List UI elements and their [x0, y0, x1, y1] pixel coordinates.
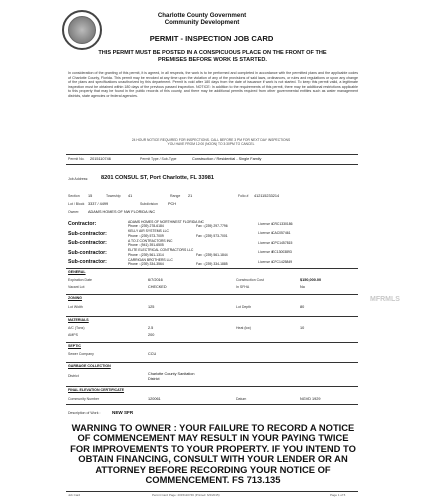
- header: [112, 12, 292, 26]
- lot-depth-label: Lot Depth: [236, 305, 252, 309]
- license-label: License #: [258, 259, 273, 264]
- contractor-role: Sub-contractor:: [68, 230, 107, 237]
- watermark: MFRMLS: [370, 296, 400, 303]
- ac-value: 2.5: [148, 326, 154, 330]
- inspection-line2: YOU HAVE FROM 12:00 (NOON) TO 3:30PM TO CANCEL: [167, 142, 255, 147]
- footer-right: Page 1 of 5: [330, 493, 346, 497]
- permit-no-label: Permit No.: [68, 157, 85, 161]
- inspection-notice: [96, 138, 326, 146]
- range-value: 21: [188, 194, 193, 198]
- description-value: NEW SFR: [112, 410, 134, 415]
- contractor-role: Sub-contractor:: [68, 259, 107, 265]
- contractor-name: KELLY AIR SYSTEMS LLC: [128, 229, 169, 233]
- contractor-name: ADAMS HOMES OF NORTHWEST FLORIDA INC: [128, 219, 204, 224]
- header-line2: Community Development: [164, 19, 240, 26]
- contractor-fax: Fax : (239) 561-1844: [196, 252, 228, 257]
- cost-value: $150,000.00: [300, 278, 322, 282]
- job-address-label: Job Address:: [68, 177, 89, 181]
- heat-label: Heat (kw): [236, 326, 251, 330]
- township-label: Township: [106, 194, 121, 198]
- license-number: CAC057461: [272, 231, 291, 235]
- contractor-name: ELITE ELECTRICAL CONTRACTORS LLC: [128, 248, 194, 252]
- license-label: License #: [258, 240, 273, 245]
- materials-heading: MATERIALS: [68, 318, 89, 322]
- footer-left: Job Card: [68, 493, 81, 497]
- folio-label: Folio #: [238, 194, 249, 198]
- flood-label: In SFHA: [236, 285, 250, 289]
- expiration-label: Expiration Date: [68, 278, 92, 282]
- expiration-value: 6/7/2016: [148, 278, 163, 282]
- lot-label: Lot / Block: [68, 202, 85, 206]
- folio-value: 412115233214: [254, 194, 280, 198]
- contractor-fax: Fax : (239) 334-1885: [196, 262, 228, 266]
- divider: [66, 404, 358, 405]
- divider: [66, 386, 358, 387]
- license-number: CFC1425849: [272, 259, 293, 264]
- contractor-phone: Phone : (239) 334-3564: [128, 262, 164, 266]
- contractor-role: Sub-contractor:: [68, 249, 107, 256]
- contractor-fax: Fax : (239) 573-7001: [196, 233, 228, 238]
- notice-line1: THIS PERMIT MUST BE POSTED IN A CONSPICUOUS PLACE ON THE FRONT OF THE: [98, 50, 327, 56]
- license-label: License #: [258, 221, 273, 226]
- posting-notice: [75, 50, 350, 64]
- community-value: 120061: [148, 397, 161, 401]
- contractor-phone: Phone : (239) 278-6184: [128, 224, 164, 228]
- ac-label: A/C (Tons): [68, 326, 85, 330]
- divider: [66, 268, 358, 269]
- amps-value: 200: [148, 333, 155, 337]
- lot-width-label: Lot Width: [68, 305, 83, 309]
- notice-line2: PREMISES BEFORE WORK IS STARTED.: [158, 57, 267, 63]
- divider: [66, 164, 358, 165]
- heat-value: 10: [300, 326, 305, 330]
- range-label: Range: [170, 194, 181, 198]
- license-number: EC13003893: [272, 250, 292, 254]
- header-line1: Charlotte County Government: [157, 12, 247, 19]
- zoning-heading: ZONING: [68, 296, 82, 300]
- elevation-heading: FINAL ELEVATION CERTIFICATE: [68, 388, 125, 392]
- subdivision-label: Subdivision: [140, 202, 158, 206]
- divider: [66, 154, 358, 155]
- contractor-phone: Phone : (239) 561-1314: [128, 252, 164, 257]
- datum-label: Datum: [236, 397, 247, 401]
- sewer-label: Sewer Company: [68, 352, 94, 356]
- warning-to-owner: WARNING TO OWNER : YOUR FAILURE TO RECORD A NOTICE OF COMMENCEMENT MAY RESULT IN YOUR PAYING TWICE FOR IMPROVEMENTS TO YOUR PROPERTY. IF YOU INTEND TO OBTAIN FINANCING, CONSULT WITH YOUR LENDER OR AN ATTORNEY BEFORE RECORDING YOUR NOTICE OF COMMENCEMENT. FS 713.135: [70, 422, 356, 486]
- general-heading: GENERAL: [68, 270, 86, 274]
- job-address: 8201 CONSUL ST, Port Charlotte, FL 33981: [101, 175, 214, 181]
- district-value-line1: Charlotte County Sanitation: [148, 372, 195, 376]
- permit-type: Construction / Residential - Single Family: [192, 157, 262, 161]
- lot-depth-value: 80: [300, 305, 305, 309]
- section-label: Section: [68, 194, 80, 198]
- owner-label: Owner:: [68, 210, 80, 214]
- contractor-name: CARRIGAN BROTHERS LLC: [128, 257, 173, 262]
- township-value: 41: [128, 194, 133, 198]
- lot-width-value: 125: [148, 305, 155, 309]
- permit-no: 2015110746: [90, 157, 111, 161]
- license-number: CRC1330186: [272, 221, 293, 226]
- contractor-name: A TO Z CONTRACTORS INC: [128, 238, 173, 243]
- district-value-line2: District: [148, 377, 160, 381]
- intro-paragraph: In consideration of the granting of this permit, it is agreed, in all respects, the work is to be performed and completed in accordance with the permitted plans and the applicable codes of Charlotte County, Florida. This permit may be revoked at any time upon the violation of any of the provisions of said laws, ordinances, or rules and regulations or upon any change of the plans and specifications unauthorized by this department. Permit is void after 180 days from the date of issuance if work is not started. To keep this permit valid, a legitimate inspection must be obtained within 180 days of the previous passed inspection. NOTICE: In addition to the requirements of this permit, there may be additional restrictions applicable to this property that may be found in the public records of this county, and there may be additional permits required from other governmental entities such as water management districts, state agencies or federal agencies.: [68, 71, 358, 98]
- license-label: License #: [258, 250, 273, 254]
- county-seal-icon: [62, 10, 102, 50]
- page-title: PERMIT - INSPECTION JOB CARD: [149, 34, 274, 43]
- divider: [66, 491, 358, 492]
- district-label: District: [68, 374, 79, 378]
- contractor-phone: Phone : (239) 573-7009: [128, 233, 164, 238]
- flood-value: No: [300, 285, 305, 289]
- contractor-phone: Phone : (941) 391-6505: [128, 243, 164, 247]
- footer-middle: Permit Card Page: 2015110746 (Printed: 6/2/2015): [152, 493, 220, 497]
- lot-value: 3337 / 4499: [88, 202, 109, 206]
- community-label: Community Number: [68, 397, 100, 401]
- vacant-lot-value: CHECKED: [148, 285, 167, 289]
- amps-label: AMPS: [68, 333, 78, 337]
- license-number: CPC1457815: [272, 240, 293, 245]
- garbage-heading: GARBAGE COLLECTION: [68, 364, 111, 368]
- permit-type-label: Permit Type / Sub-Type: [140, 157, 177, 161]
- datum-value: NGVD 1929: [300, 397, 321, 401]
- divider: [66, 316, 358, 317]
- contractor-role: Sub-contractor:: [68, 240, 107, 246]
- vacant-lot-label: Vacant Lot: [68, 285, 85, 289]
- inspection-line1: 24 HOUR NOTICE REQUIRED FOR INSPECTIONS. CALL BEFORE 3 PM FOR NEXT DAY INSPECTIONS: [131, 138, 291, 142]
- contractor-fax: Fax : (239) 297-7796: [196, 224, 228, 228]
- divider: [66, 342, 358, 343]
- description-label: Description of Work :: [68, 411, 101, 415]
- cost-label: Construction Cost: [236, 278, 264, 282]
- sewer-value: CCU: [148, 352, 157, 356]
- septic-heading: SEPTIC: [68, 344, 81, 348]
- divider: [66, 294, 358, 295]
- license-label: License #: [258, 231, 273, 235]
- subdivision-value: PCH: [168, 202, 177, 206]
- divider: [66, 362, 358, 363]
- section-value: 15: [88, 194, 93, 198]
- owner-value: ADAMS HOMES OF NW FLORIDA INC: [88, 210, 156, 214]
- contractor-role: Contractor:: [68, 221, 97, 227]
